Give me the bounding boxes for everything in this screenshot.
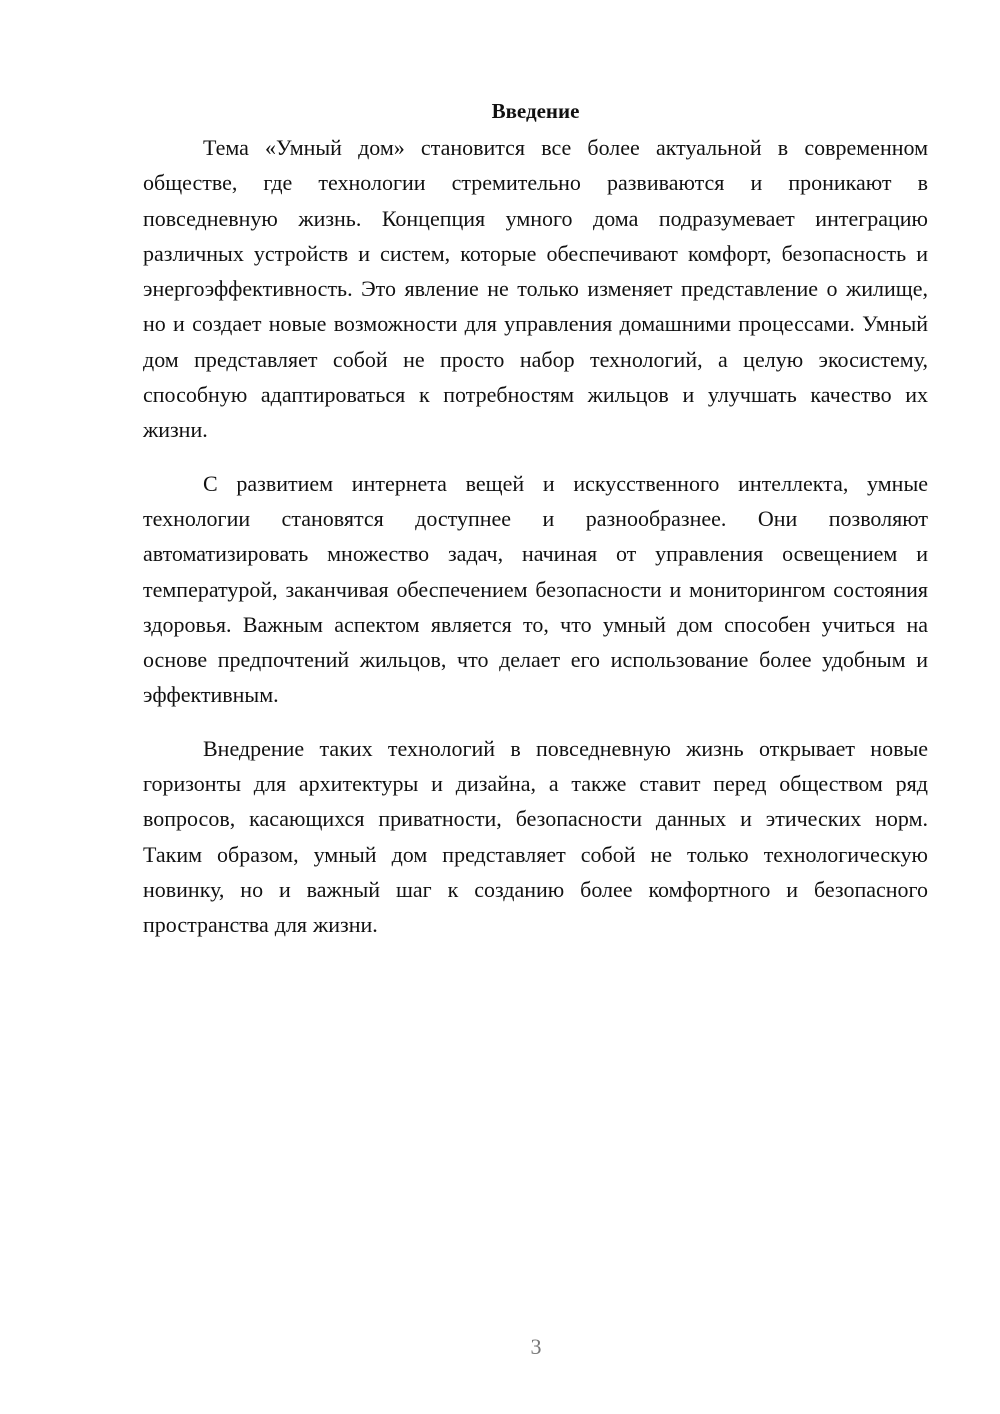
page-content	[143, 96, 928, 943]
section-title: Введение	[491, 99, 580, 123]
paragraph-1: Тема «Умный дом» становится все более актуальной в современном обществе, где технологии стремительно развиваются и проникают в повседневную жизнь. Концепция умного дома подразумевает интеграцию различных устройств и систем, которые обеспечивают комфорт, безопасность и энергоэффективность. Это явление не только изменяет представление о жилище, но и создает новые возможности для управления домашними процессами. Умный дом представляет собой не просто набор технологий, а целую экосистему, способную адаптироваться к потребностям жильцов и улучшать качество их жизни.	[143, 135, 928, 443]
paragraph-3: Внедрение таких технологий в повседневную жизнь открывает новые горизонты для архитектуры и дизайна, а также ставит перед обществом ряд вопросов, касающихся приватности, безопасности данных и этических норм. Таким образом, умный дом представляет собой не только технологическую новинку, но и важный шаг к созданию более комфортного и безопасного пространства для жизни.	[143, 735, 928, 938]
paragraph-2: С развитием интернета вещей и искусственного интеллекта, умные технологии становятся доступнее и разнообразнее. Они позволяют автоматизировать множество задач, начиная от управления освещением и температурой, заканчивая обеспечением безопасности и мониторингом состояния здоровья. Важным аспектом является то, что умный дом способен учиться на основе предпочтений жильцов, что делает его использование более удобным и эффективным.	[143, 470, 928, 708]
page-number: 3	[530, 1334, 542, 1359]
